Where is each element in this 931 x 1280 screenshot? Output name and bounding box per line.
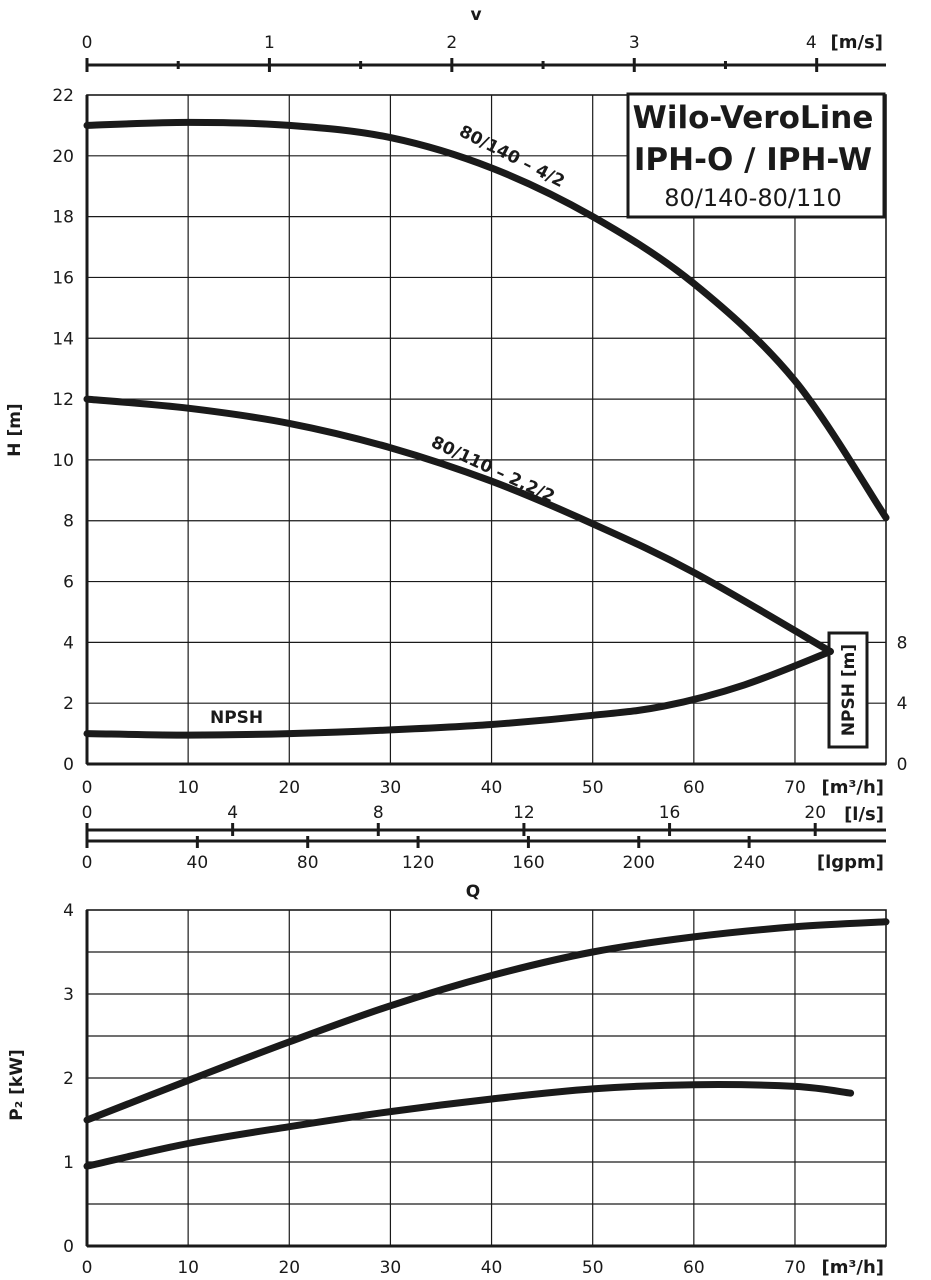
power-plot-grid [87,910,886,1246]
head-y-tick-label: 20 [52,146,74,167]
flow-ls-tick-label: 16 [658,803,681,823]
head-y-tick-label: 2 [63,694,74,715]
flow-lgpm-tick-label: 200 [622,853,655,873]
power-plot-x-unit: [m³/h] [821,1257,884,1278]
power-curve-80-110 [87,1085,851,1167]
npsh-right-tick-label: 8 [896,633,908,654]
power-axis-title: P₂ [kW] [7,1049,27,1121]
velocity-axis-title: v [470,5,482,25]
head-y-tick-label: 18 [52,207,74,228]
power-x-tick-label: 10 [177,1258,199,1278]
power-curves [87,922,886,1166]
model-info-box [628,94,884,217]
head-y-tick-label: 16 [52,268,74,289]
head-x-tick-label: 10 [177,778,199,798]
power-y-tick-label: 3 [63,985,74,1005]
head-y-tick-label: 4 [63,633,74,654]
velocity-tick-label: 3 [628,33,640,53]
velocity-tick-label: 0 [81,33,93,53]
flow-ls-tick-label: 8 [372,803,384,823]
head-y-tick-label: 10 [52,450,74,471]
power-y-tick-label: 4 [63,901,74,921]
head-x-tick-label: 50 [581,778,604,798]
npsh-curve [87,652,830,736]
npsh-right-axis [829,633,907,775]
head-y-tick-label: 22 [52,86,74,106]
flow-lgpm-tick-label: 80 [296,853,319,873]
curve-label-80-140: 80/140 – 4/2 [455,121,568,192]
npsh-right-tick-label: 4 [896,694,908,715]
head-plot-x-unit: [m³/h] [821,777,884,798]
power-x-tick-label: 60 [683,1258,705,1278]
flow-lgpm-tick-label: 40 [186,853,209,873]
flow-ls-tick-label: 4 [227,803,239,823]
velocity-tick-label: 4 [805,33,817,53]
flow-lgpm-axis [82,836,886,873]
flow-lgpm-tick-label: 0 [81,853,93,873]
head-x-tick-label: 0 [81,778,93,798]
model-sizes-subtitle: 80/140-80/110 [664,184,842,212]
head-x-tick-label: 40 [480,778,503,798]
flow-ls-tick-label: 20 [804,803,827,823]
power-y-tick-label: 2 [63,1069,74,1089]
curve-label-npsh: NPSH [210,708,264,728]
flow-ls-axis [82,803,886,836]
head-x-tick-label: 60 [683,778,705,798]
head-y-tick-label: 12 [52,390,74,411]
flow-ls-tick-label: 12 [513,803,535,823]
velocity-tick-label: 2 [446,33,458,53]
npsh-axis-title: NPSH [m] [839,643,859,737]
power-x-tick-label: 20 [278,1258,301,1278]
flow-lgpm-unit-label: [lgpm] [816,852,884,873]
power-y-tick-label: 0 [63,1237,74,1257]
velocity-unit-label: [m/s] [830,32,883,53]
flow-lgpm-tick-label: 240 [732,853,766,873]
head-x-tick-label: 20 [278,778,301,798]
power-x-tick-label: 40 [480,1258,503,1278]
head-y-tick-label: 14 [52,329,74,350]
flow-ls-unit-label: [l/s] [844,804,884,825]
power-x-tick-label: 70 [784,1258,806,1278]
curve-label-80-110: 80/110 – 2,2/2 [427,432,558,508]
head-x-tick-label: 30 [379,778,402,798]
flow-lgpm-tick-label: 160 [512,853,545,873]
npsh-right-tick-label: 0 [896,755,908,775]
head-y-tick-label: 0 [63,755,74,775]
power-x-tick-label: 0 [81,1258,93,1278]
head-curve-80-110 [87,399,830,651]
power-x-tick-label: 50 [581,1258,604,1278]
velocity-axis [82,5,886,72]
head-axis-title: H [m] [5,403,25,457]
velocity-tick-label: 1 [264,33,275,53]
model-brand-title: Wilo-VeroLine [632,100,874,136]
head-y-tick-label: 8 [63,511,74,532]
head-y-tick-label: 6 [63,572,74,593]
flow-lgpm-tick-label: 120 [401,853,435,873]
power-y-tick-label: 1 [63,1153,74,1173]
flow-ls-tick-label: 0 [81,803,93,823]
model-series-title: IPH-O / IPH-W [633,142,873,178]
head-x-tick-label: 70 [784,778,806,798]
flow-axis-title: Q [465,882,481,902]
power-x-tick-label: 30 [379,1258,402,1278]
